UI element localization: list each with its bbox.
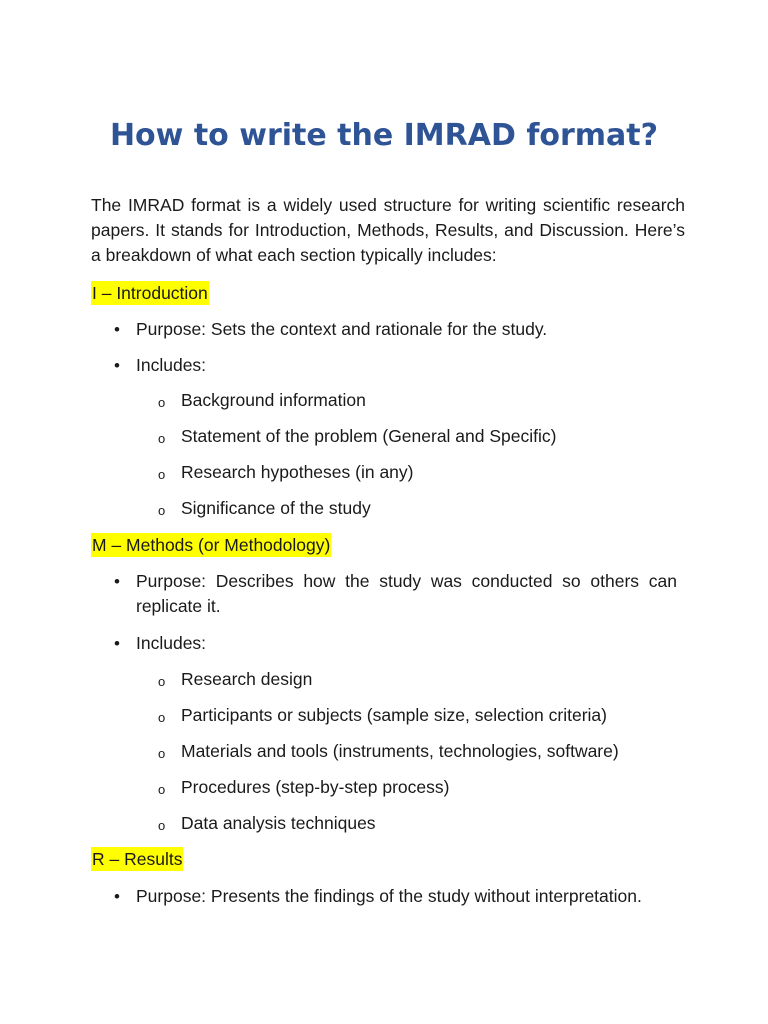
introduction-item: Significance of the study — [181, 498, 371, 518]
sub-bullet-icon: o — [158, 746, 166, 761]
section-heading-introduction: I – Introduction — [92, 283, 208, 303]
introduction-item: Research hypotheses (in any) — [181, 462, 414, 482]
bullet-icon: • — [114, 572, 120, 591]
bullet-icon: • — [114, 356, 120, 375]
sub-bullet-icon: o — [158, 395, 166, 410]
methods-item: Data analysis techniques — [181, 813, 376, 833]
methods-item: Research design — [181, 669, 313, 689]
bullet-icon: • — [114, 634, 120, 653]
sub-bullet-icon: o — [158, 818, 166, 833]
sub-bullet-icon: o — [158, 503, 166, 518]
methods-purpose: Purpose: Describes how the study was conducted so others can replicate it. — [136, 571, 677, 616]
intro-paragraph: The IMRAD format is a widely used structure for writing scientific research papers. It stands for Introduction, Methods, Results, and Discussion. Here’s a breakdown of what each section typically includes: — [91, 195, 685, 265]
sub-bullet-icon: o — [158, 782, 166, 797]
introduction-includes-label: Includes: — [136, 355, 207, 375]
page-title: How to write the IMRAD format? — [109, 118, 659, 153]
bullet-icon: • — [114, 320, 120, 339]
bullet-icon: • — [114, 887, 120, 906]
methods-item: Materials and tools (instruments, technologies, software) — [181, 741, 619, 761]
methods-item: Procedures (step-by-step process) — [181, 777, 450, 797]
methods-item: Participants or subjects (sample size, selection criteria) — [181, 705, 607, 725]
sub-bullet-icon: o — [158, 467, 166, 482]
introduction-purpose: Purpose: Sets the context and rationale for the study. — [136, 319, 548, 339]
methods-includes-label: Includes: — [136, 633, 207, 653]
section-heading-methods: M – Methods (or Methodology) — [92, 535, 331, 555]
sub-bullet-icon: o — [158, 674, 166, 689]
results-purpose: Purpose: Presents the findings of the study without interpretation. — [136, 886, 642, 906]
sub-bullet-icon: o — [158, 710, 166, 725]
sub-bullet-icon: o — [158, 431, 166, 446]
introduction-item: Background information — [181, 390, 366, 410]
section-heading-results: R – Results — [92, 849, 183, 869]
introduction-item: Statement of the problem (General and Specific) — [181, 426, 557, 446]
